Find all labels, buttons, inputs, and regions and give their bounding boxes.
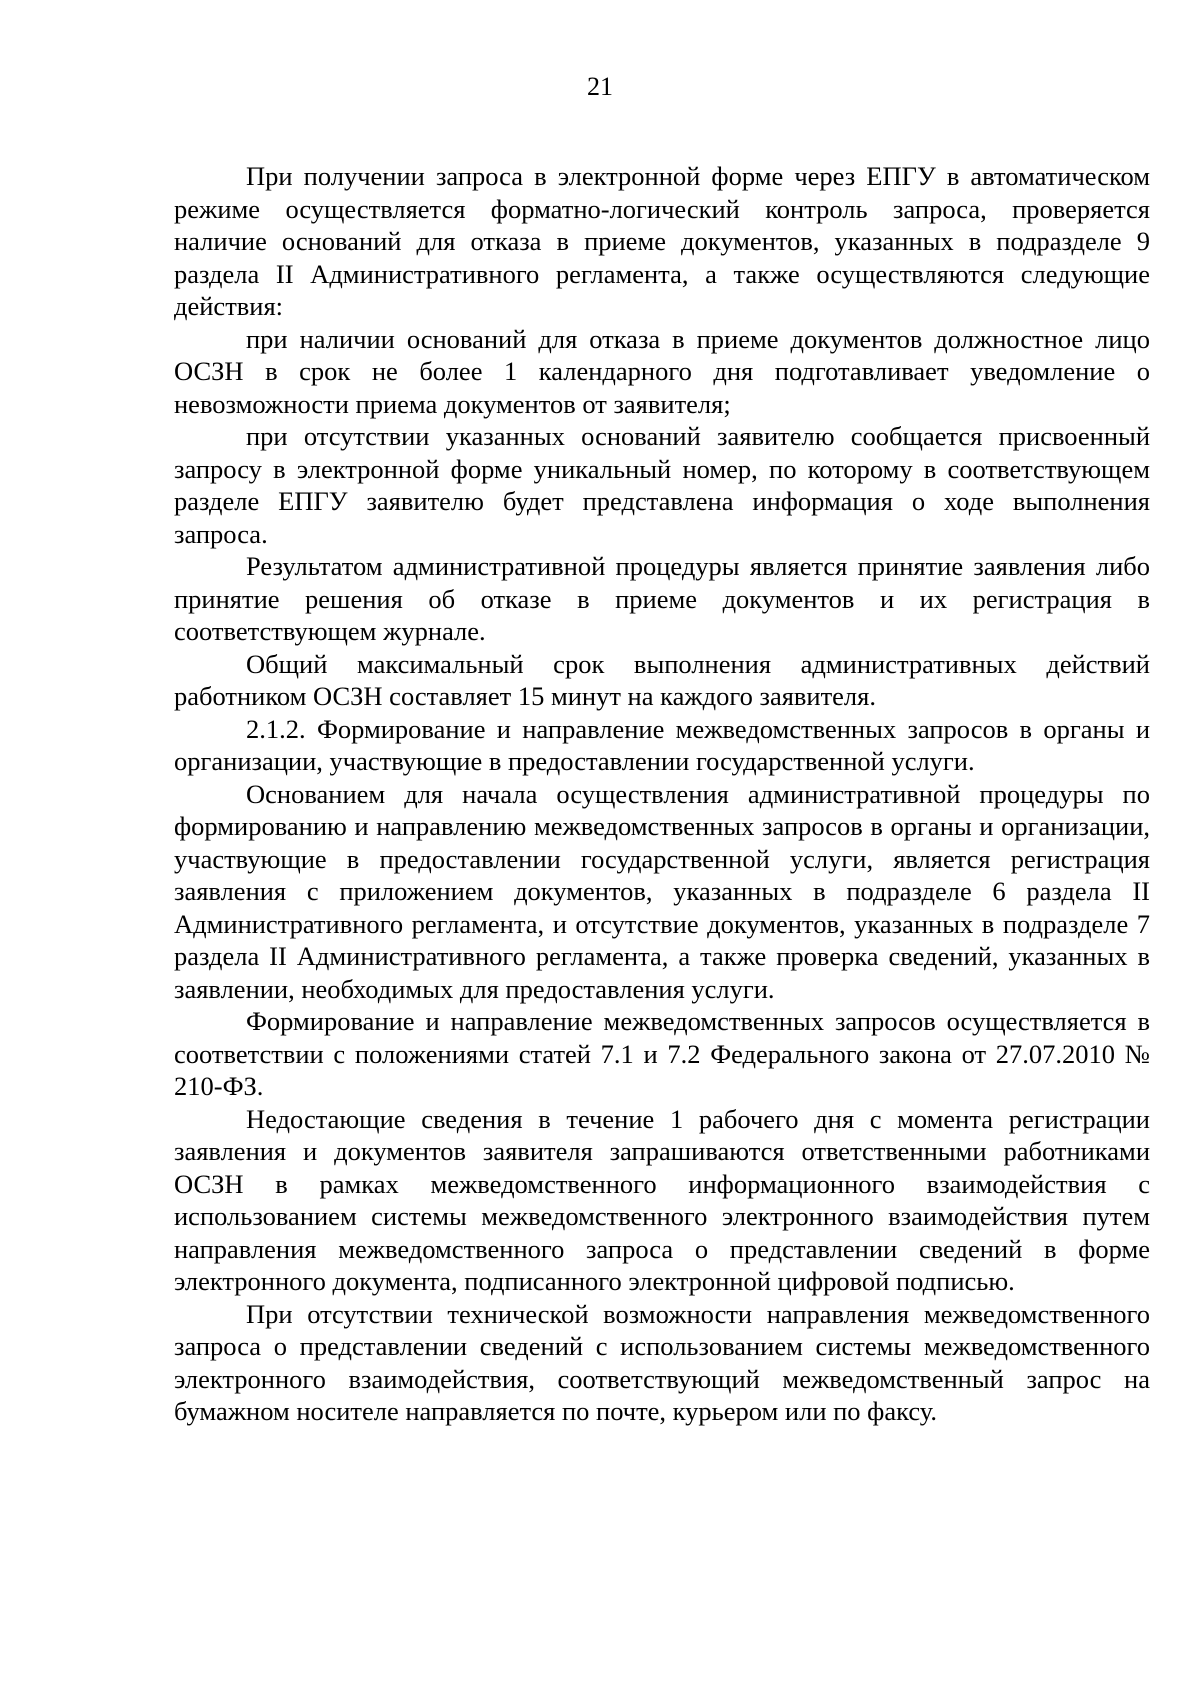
paragraph-max-time: Общий максимальный срок выполнения административных действий работником ОСЗН составляет 15 минут на каждого заявителя. bbox=[174, 648, 1150, 711]
paragraph-epgu-control: При получении запроса в электронной форме через ЕПГУ в автоматическом режиме осуществляется форматно-логический контроль запроса, проверяется наличие оснований для отказа в приеме документов, указанных в подразделе 9 раздела II Административного регламента, а также осуществляются следующие действия: bbox=[174, 161, 1150, 321]
paragraph-federal-law: Формирование и направление межведомственных запросов осуществляется в соответствии с положениями статей 7.1 и 7.2 Федерального закона от 27.07.2010 № 210-ФЗ. bbox=[174, 1006, 1150, 1101]
paragraph-unique-number: при отсутствии указанных оснований заявителю сообщается присвоенный запросу в электронной форме уникальный номер, по которому в соответствующем разделе ЕПГУ заявителю будет представлена информация о ходе выполнения запроса. bbox=[174, 421, 1150, 549]
paragraph-procedure-basis: Основанием для начала осуществления административной процедуры по формированию и направлению межведомственных запросов в органы и организации, участвующие в предоставлении государственной услуги, является регистрация заявления с приложением документов, указанных в подразделе 6 раздела II Административного регламента, и отсутствие документов, указанных в подразделе 7 раздела II Административного регламента, а также проверка сведений, указанных в заявлении, необходимых для предоставления услуги. bbox=[174, 778, 1150, 1004]
paragraph-refusal-notice: при наличии оснований для отказа в приеме документов должностное лицо ОСЗН в срок не более 1 календарного дня подготавливает уведомление о невозможности приема документов от заявителя; bbox=[174, 323, 1150, 419]
paragraph-missing-info: Недостающие сведения в течение 1 рабочего дня с момента регистрации заявления и документов заявителя запрашиваются ответственными работниками ОСЗН в рамках межведомственного информационного взаимодействия с использованием системы межведомственного электронного взаимодействия путем направления межведомственного запроса о представлении сведений в форме электронного документа, подписанного электронной цифровой подписью. bbox=[174, 1103, 1150, 1296]
page-number: 21 bbox=[587, 72, 613, 101]
document-body bbox=[174, 160, 1150, 1428]
paragraph-section-2-1-2: 2.1.2. Формирование и направление межведомственных запросов в органы и организации, участвующие в предоставлении государственной услуги. bbox=[174, 713, 1150, 776]
paragraph-procedure-result: Результатом административной процедуры является принятие заявления либо принятие решения об отказе в приеме документов и их регистрация в соответствующем журнале. bbox=[174, 551, 1150, 646]
paragraph-paper-request: При отсутствии технической возможности направления межведомственного запроса о представлении сведений с использованием системы межведомственного электронного взаимодействия, соответствующий межведомственный запрос на бумажном носителе направляется по почте, курьером или по факсу. bbox=[174, 1298, 1150, 1426]
